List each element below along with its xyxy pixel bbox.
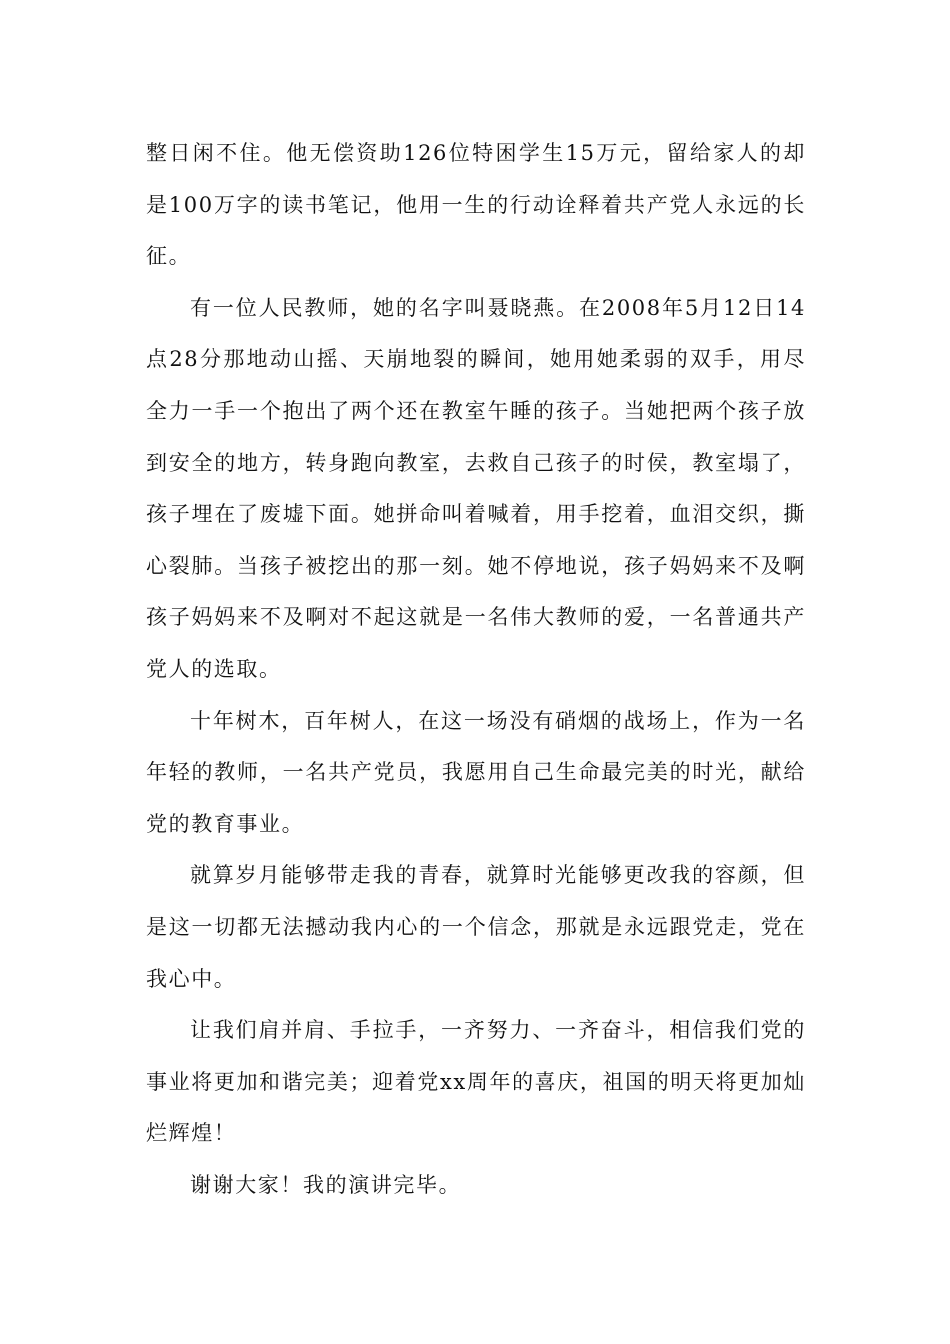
- paragraph-closing: 谢谢大家！我的演讲完毕。: [190, 1172, 462, 1197]
- paragraph-belief: 就算岁月能够带走我的青春，就算时光能够更改我的容颜，但是这一切都无法撼动我内心的一个信念，那就是永远跟党走，党在我心中。: [146, 863, 806, 991]
- paragraph-call-to-action: 让我们肩并肩、手拉手，一齐努力、一齐奋斗，相信我们党的事业将更加和谐完美；迎着党xx周年的喜庆，祖国的明天将更加灿烂辉煌！: [146, 1018, 806, 1146]
- paragraph-education-career: 十年树木，百年树人，在这一场没有硝烟的战场上，作为一名年轻的教师，一名共产党员，我愿用自己生命最完美的时光，献给党的教育事业。: [146, 708, 806, 836]
- document-body: [146, 128, 806, 1211]
- paragraph-continuation: 整日闲不住。他无偿资助126位特困学生15万元，留给家人的却是100万字的读书笔记，他用一生的行动诠释着共产党人永远的长征。: [146, 141, 806, 269]
- paragraph-nie-xiaoyan: 有一位人民教师，她的名字叫聂晓燕。在2008年5月12日14点28分那地动山摇、天崩地裂的瞬间，她用她柔弱的双手，用尽全力一手一个抱出了两个还在教室午睡的孩子。当她把两个孩子放到安全的地方，转身跑向教室，去救自己孩子的时侯，教室塌了，孩子埋在了废墟下面。她拼命叫着喊着，用手挖着，血泪交织，撕心裂肺。当孩子被挖出的那一刻。她不停地说，孩子妈妈来不及啊孩子妈妈来不及啊对不起这就是一名伟大教师的爱，一名普通共产党人的选取。: [146, 295, 806, 681]
